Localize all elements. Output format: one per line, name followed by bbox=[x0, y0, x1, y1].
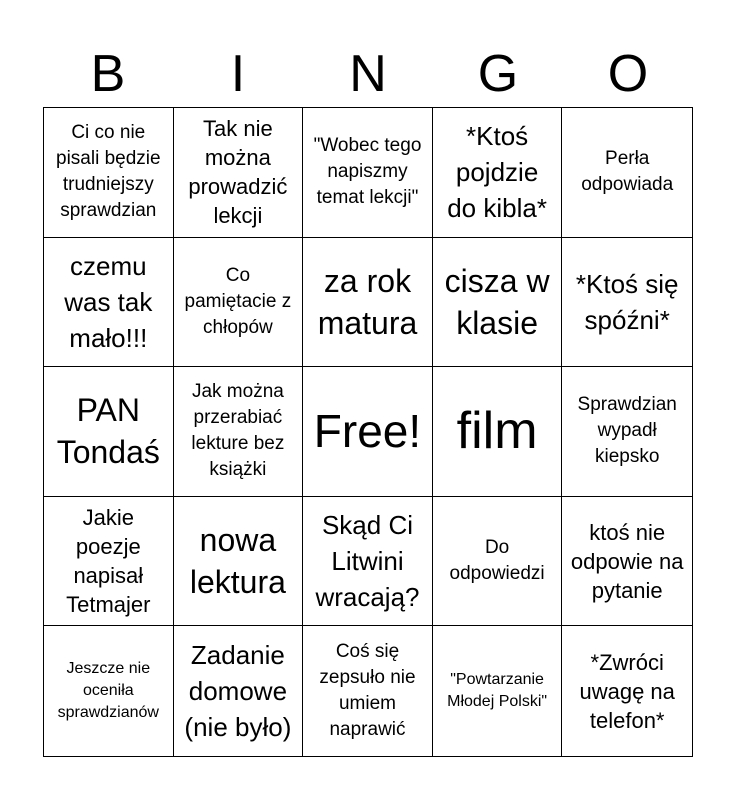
cell-text: Jak można przerabiać lekture bez książki bbox=[191, 381, 285, 481]
cell-text: *Zwróci uwagę na telefon* bbox=[579, 649, 675, 733]
header-letter-g: G bbox=[477, 45, 519, 103]
cell-text: *Ktoś pojdzie do kibla* bbox=[447, 121, 547, 224]
bingo-cell[interactable] bbox=[174, 497, 304, 627]
bingo-cell[interactable] bbox=[562, 108, 692, 238]
bingo-cell[interactable] bbox=[303, 497, 433, 627]
bingo-cell[interactable] bbox=[433, 497, 563, 627]
bingo-cell[interactable] bbox=[433, 626, 563, 756]
free-cell[interactable] bbox=[303, 367, 433, 497]
cell-text: "Powtarzanie Młodej Polski" bbox=[447, 671, 548, 711]
cell-text: Co pamiętacie z chłopów bbox=[184, 264, 292, 338]
bingo-cell[interactable] bbox=[174, 108, 304, 238]
cell-text: Coś się zepsuło nie umiem naprawić bbox=[319, 641, 416, 741]
cell-text: PAN Tondaś bbox=[56, 392, 160, 471]
bingo-cell[interactable] bbox=[433, 238, 563, 368]
cell-text: Tak nie można prowadzić lekcji bbox=[188, 116, 288, 229]
bingo-cell[interactable] bbox=[174, 238, 304, 368]
header-letter-n: N bbox=[349, 45, 387, 103]
cell-text: za rok matura bbox=[317, 262, 418, 341]
bingo-cell[interactable] bbox=[174, 626, 304, 756]
bingo-cell[interactable] bbox=[44, 497, 174, 627]
bingo-cell[interactable] bbox=[303, 626, 433, 756]
bingo-grid bbox=[43, 107, 693, 757]
bingo-cell[interactable] bbox=[44, 367, 174, 497]
bingo-cell[interactable] bbox=[433, 108, 563, 238]
cell-text: Zadanie domowe (nie było) bbox=[184, 640, 292, 743]
cell-text: nowa lektura bbox=[189, 522, 286, 601]
bingo-cell[interactable] bbox=[303, 108, 433, 238]
cell-text: czemu was tak mało!!! bbox=[64, 250, 153, 353]
bingo-cell[interactable] bbox=[433, 367, 563, 497]
cell-text: Do odpowiedzi bbox=[449, 537, 545, 585]
bingo-cell[interactable] bbox=[562, 238, 692, 368]
cell-text: Jeszcze nie oceniła sprawdzianów bbox=[57, 660, 159, 722]
cell-text: "Wobec tego napiszmy temat lekcji" bbox=[313, 135, 422, 209]
bingo-cell[interactable] bbox=[562, 497, 692, 627]
cell-text: Free! bbox=[313, 405, 422, 458]
cell-text: ktoś nie odpowie na pytanie bbox=[570, 519, 684, 603]
bingo-cell[interactable] bbox=[562, 367, 692, 497]
cell-text: *Ktoś się spóźni* bbox=[575, 268, 679, 335]
cell-text: film bbox=[456, 402, 538, 461]
bingo-cell[interactable] bbox=[174, 367, 304, 497]
bingo-cell[interactable] bbox=[44, 238, 174, 368]
header-letter-b: B bbox=[90, 45, 126, 103]
bingo-cell[interactable] bbox=[303, 238, 433, 368]
bingo-cell[interactable] bbox=[44, 108, 174, 238]
bingo-header bbox=[43, 40, 693, 108]
cell-text: Jakie poezje napisał Tetmajer bbox=[66, 505, 151, 618]
bingo-cell[interactable] bbox=[44, 626, 174, 756]
cell-text: Skąd Ci Litwini wracają? bbox=[315, 510, 420, 613]
header-letter-i: I bbox=[230, 45, 246, 103]
cell-text: Perła odpowiada bbox=[581, 148, 674, 196]
cell-text: cisza w klasie bbox=[444, 262, 550, 341]
cell-text: Sprawdzian wypadł kiepsko bbox=[577, 394, 677, 468]
header-letter-o: O bbox=[607, 45, 649, 103]
bingo-cell[interactable] bbox=[562, 626, 692, 756]
cell-text: Ci co nie pisali będzie trudniejszy sprawdzian bbox=[56, 122, 161, 222]
